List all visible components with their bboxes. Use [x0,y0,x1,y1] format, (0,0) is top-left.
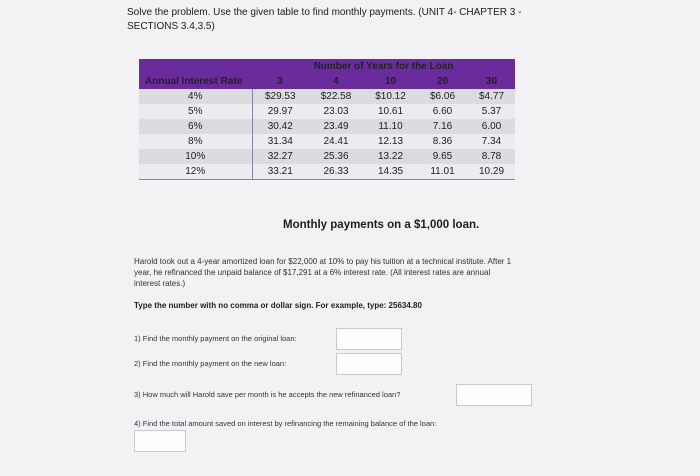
payment-cell: 32.27 [252,149,308,164]
header-spacer [139,59,252,74]
payment-cell: $29.53 [252,89,308,104]
question-4-answer-input[interactable] [134,430,186,452]
payment-cell: 7.34 [468,134,515,149]
table-row [139,164,515,180]
payment-cell: $10.12 [364,89,417,104]
payment-table [139,59,515,180]
rate-cell: 4% [139,89,252,104]
payment-cell: 11.10 [364,119,417,134]
table-row [139,89,515,104]
question-3-label: 3) How much will Harold save per month is he accepts the new refinanced loan? [134,390,401,399]
table-row [139,149,515,164]
rate-cell: 12% [139,164,252,180]
payment-cell: 6.60 [417,104,468,119]
table-caption: Monthly payments on a $1,000 loan. [283,219,480,231]
question-1-label: 1) Find the monthly payment on the original loan: [134,334,297,343]
question-2-answer-input[interactable] [336,353,402,375]
table-row [139,134,515,149]
answer-instruction: Type the number with no comma or dollar sign. For example, type: 25634.80 [134,301,422,310]
payment-cell: 5.37 [468,104,515,119]
rate-cell: 8% [139,134,252,149]
payment-cell: 29.97 [252,104,308,119]
table-row [139,119,515,134]
rate-cell: 6% [139,119,252,134]
loan-payment-table [139,59,515,180]
payment-cell: 8.36 [417,134,468,149]
payment-cell: 7.16 [417,119,468,134]
page-title: Solve the problem. Use the given table to find monthly payments. (UNIT 4- CHAPTER 3 - SECTIONS 3.4,3.5) [127,7,522,32]
payment-cell: 10.29 [468,164,515,180]
problem-statement: Harold took out a 4-year amortized loan for $22,000 at 10% to pay his tuition at a technical institute. After 1 year, he refinanced the unpaid balance of $17,291 at a 6% interest rate. (All interest rates are annual interest rates.) [134,257,512,288]
year-header-3: 3 [252,74,308,89]
payment-cell: $6.06 [417,89,468,104]
question-4-label: 4) Find the total amount saved on interest by refinancing the remaining balance of the loan: [134,419,437,428]
table-row [139,104,515,119]
rate-cell: 10% [139,149,252,164]
year-header-10: 10 [364,74,417,89]
rate-column-header: Annual Interest Rate [139,74,252,89]
payment-cell: 23.49 [308,119,364,134]
payment-cell: 6.00 [468,119,515,134]
payment-cell: 24.41 [308,134,364,149]
year-header-30: 30 [468,74,515,89]
payment-cell: 11.01 [417,164,468,180]
payment-cell: 23.03 [308,104,364,119]
rate-cell: 5% [139,104,252,119]
question-1-answer-input[interactable] [336,328,402,350]
payment-cell: $4.77 [468,89,515,104]
payment-cell: 31.34 [252,134,308,149]
payment-cell: 13.22 [364,149,417,164]
payment-cell: 9.65 [417,149,468,164]
question-3-answer-input[interactable] [456,384,532,406]
payment-cell: 33.21 [252,164,308,180]
payment-cell: 8.78 [468,149,515,164]
payment-cell: 12.13 [364,134,417,149]
payment-cell: 14.35 [364,164,417,180]
payment-cell: 10.61 [364,104,417,119]
payment-cell: 26.33 [308,164,364,180]
payment-cell: 30.42 [252,119,308,134]
year-header-20: 20 [417,74,468,89]
year-header-4: 4 [308,74,364,89]
question-2-label: 2) Find the monthly payment on the new loan: [134,359,287,368]
payment-cell: 25.36 [308,149,364,164]
payment-cell: $22.58 [308,89,364,104]
years-group-header: Number of Years for the Loan [252,59,515,74]
